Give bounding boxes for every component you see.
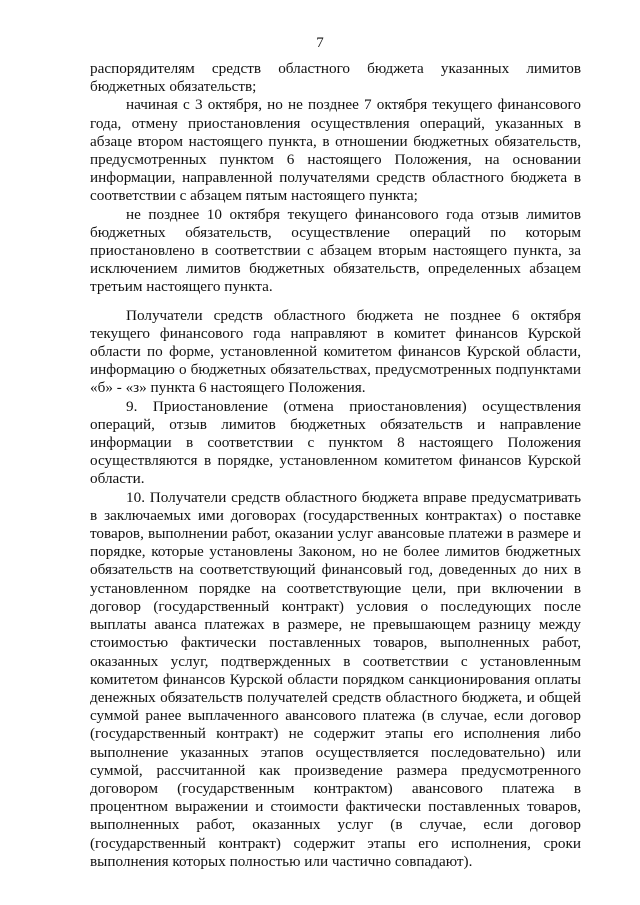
paragraph-cancel-suspension: начиная с 3 октября, но не позднее 7 октября текущего финансового года, отмену приостановления осуществления операций, указанных в абзаце втором настоящего пункта, в отношении бюджетных обязательств, предусмотренных пунктом 6 настоящего Положения, на основании информации, направленной получателями средств областного бюджета в соответствии с абзацем пятым настоящего пункта;: [90, 96, 581, 205]
paragraph-recipients-info: Получатели средств областного бюджета не позднее 6 октября текущего финансового года направляют в комитет финансов Курской области по форме, установленной комитетом финансов Курской области, информацию о бюджетных обязательствах, предусмотренных подпунктами «б» - «з» пункта 6 настоящего Положения.: [90, 306, 581, 397]
paragraph-item-9: 9. Приостановление (отмена приостановления) осуществления операций, отзыв лимитов бюджетных обязательств и направление информации в соответствии с пунктом 8 настоящего Положения осуществляются в порядке, установленном комитетом финансов Курской области.: [90, 397, 581, 488]
paragraph-limits-recall: не позднее 10 октября текущего финансового года отзыв лимитов бюджетных обязательств, осуществление операций по которым приостановлено в соответствии с абзацем вторым настоящего пункта, за исключением лимитов бюджетных обязательств, определенных абзацем третьим настоящего пункта.: [90, 205, 581, 296]
paragraph-continuation: распорядителям средств областного бюджета указанных лимитов бюджетных обязательств;: [90, 60, 581, 96]
paragraph-item-10: 10. Получатели средств областного бюджета вправе предусматривать в заключаемых ими договорах (государственных контрактах) о поставке товаров, выполнении работ, оказании услуг авансовые платежи в размере и порядке, которые установлены Законом, но не более лимитов бюджетных обязательств на соответствующий финансовый год, доведенных до них в установленном порядке на соответствующие цели, при включении в договор (государственный контракт) условия о последующих после выплаты аванса платежах в размере, не превышающем разницу между стоимостью фактически поставленных товаров, выполненных работ, оказанных услуг, подтвержденных в соответствии с установленным комитетом финансов Курской области порядком санкционирования оплаты денежных обязательств получателей средств областного бюджета, и общей суммой ранее выплаченного авансового платежа (в случае, если договор (государственный контракт) не содержит этапы его исполнения либо выполнение указанных этапов осуществляется последовательно) или суммой, рассчитанной как произведение размера предусмотренного договором (государственным контрактом) авансового платежа в процентном выражении и стоимости фактически поставленных товаров, выполненных работ, оказанных услуг (в случае, если договор (государственный контракт) содержит этапы его исполнения, сроки выполнения которых полностью или частично совпадают).: [90, 488, 581, 870]
document-body: [90, 60, 581, 871]
page-number: 7: [316, 35, 324, 51]
